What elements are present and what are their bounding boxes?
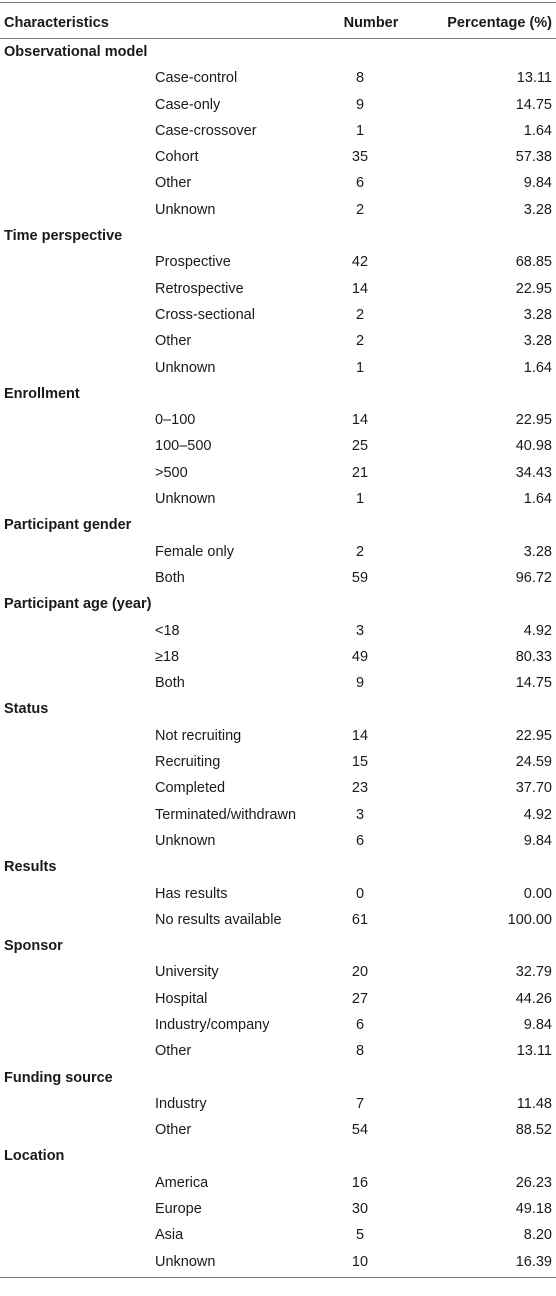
row-number: 1 bbox=[355, 122, 365, 139]
row-label: <18 bbox=[155, 622, 180, 639]
category-title: Observational model bbox=[4, 44, 148, 60]
row-label: Unknown bbox=[155, 359, 216, 376]
row-label: University bbox=[155, 964, 219, 981]
table-row bbox=[0, 959, 556, 985]
row-percentage: 9.84 bbox=[523, 1016, 552, 1033]
row-number: 2 bbox=[355, 306, 365, 323]
row-label: Industry bbox=[155, 1095, 207, 1112]
row-percentage: 3.28 bbox=[523, 543, 552, 560]
category-title: Results bbox=[4, 859, 57, 876]
row-percentage: 100.00 bbox=[507, 911, 552, 928]
row-percentage: 3.28 bbox=[523, 201, 552, 218]
header-number: Number bbox=[343, 15, 399, 31]
row-percentage: 37.70 bbox=[515, 780, 552, 797]
row-percentage: 3.28 bbox=[523, 306, 552, 323]
row-percentage: 4.92 bbox=[523, 622, 552, 639]
row-number: 6 bbox=[355, 1016, 365, 1033]
row-percentage: 22.95 bbox=[515, 280, 552, 297]
row-number: 14 bbox=[351, 412, 369, 429]
row-label: ≥18 bbox=[155, 648, 180, 665]
row-percentage: 22.95 bbox=[515, 412, 552, 429]
row-percentage: 4.92 bbox=[523, 806, 552, 823]
row-percentage: 68.85 bbox=[515, 254, 552, 271]
table-row bbox=[0, 328, 556, 354]
row-label: Case-crossover bbox=[155, 122, 257, 139]
row-percentage: 3.28 bbox=[523, 333, 552, 350]
category-title: Status bbox=[4, 701, 49, 718]
row-number: 2 bbox=[355, 333, 365, 350]
row-number: 9 bbox=[355, 675, 365, 692]
table-row bbox=[0, 1196, 556, 1222]
row-label: 100–500 bbox=[155, 438, 212, 455]
row-label: Has results bbox=[155, 885, 228, 902]
row-percentage: 24.59 bbox=[515, 754, 552, 771]
table-row bbox=[0, 197, 556, 223]
row-number: 35 bbox=[351, 149, 369, 166]
row-number: 21 bbox=[351, 464, 369, 481]
row-number: 2 bbox=[355, 543, 365, 560]
category-row bbox=[0, 512, 556, 538]
table-row bbox=[0, 1170, 556, 1196]
row-label: Retrospective bbox=[155, 280, 244, 297]
row-label: Completed bbox=[155, 780, 226, 797]
row-label: Europe bbox=[155, 1201, 202, 1218]
category-row bbox=[0, 696, 556, 722]
row-number: 27 bbox=[351, 990, 369, 1007]
row-label: Female only bbox=[155, 543, 234, 560]
row-number: 14 bbox=[351, 727, 369, 744]
category-row bbox=[0, 854, 556, 880]
category-row bbox=[0, 39, 556, 65]
row-label: Both bbox=[155, 569, 185, 586]
table-row bbox=[0, 828, 556, 854]
row-label: Unknown bbox=[155, 201, 216, 218]
table-row bbox=[0, 460, 556, 486]
row-percentage: 80.33 bbox=[515, 648, 552, 665]
table-row bbox=[0, 1222, 556, 1248]
table-row bbox=[0, 302, 556, 328]
category-row bbox=[0, 933, 556, 959]
row-label: Unknown bbox=[155, 491, 216, 508]
category-title: Location bbox=[4, 1148, 65, 1165]
row-number: 14 bbox=[351, 280, 369, 297]
row-number: 9 bbox=[355, 96, 365, 113]
row-percentage: 88.52 bbox=[515, 1122, 552, 1139]
row-number: 16 bbox=[351, 1174, 369, 1191]
row-percentage: 16.39 bbox=[515, 1253, 552, 1270]
row-number: 7 bbox=[355, 1095, 365, 1112]
row-percentage: 11.48 bbox=[516, 1095, 552, 1112]
row-label: Hospital bbox=[155, 990, 208, 1007]
row-percentage: 0.00 bbox=[523, 885, 552, 902]
row-number: 1 bbox=[355, 359, 365, 376]
row-number: 54 bbox=[351, 1122, 369, 1139]
row-number: 59 bbox=[351, 569, 369, 586]
row-number: 23 bbox=[351, 780, 369, 797]
table-row bbox=[0, 92, 556, 118]
row-percentage: 14.75 bbox=[515, 675, 552, 692]
row-percentage: 40.98 bbox=[515, 438, 552, 455]
row-percentage: 32.79 bbox=[515, 964, 552, 981]
row-percentage: 34.43 bbox=[515, 464, 552, 481]
table-row bbox=[0, 618, 556, 644]
category-row bbox=[0, 381, 556, 407]
category-row bbox=[0, 591, 556, 617]
row-label: Other bbox=[155, 333, 192, 350]
row-number: 6 bbox=[355, 175, 365, 192]
category-row bbox=[0, 223, 556, 249]
table-row bbox=[0, 276, 556, 302]
table-bottom-rule bbox=[0, 1277, 556, 1278]
table-row bbox=[0, 986, 556, 1012]
row-number: 15 bbox=[351, 754, 369, 771]
category-title: Sponsor bbox=[4, 938, 63, 955]
row-label: No results available bbox=[155, 911, 282, 928]
table-row bbox=[0, 644, 556, 670]
header-characteristics: Characteristics bbox=[4, 15, 109, 31]
category-title: Participant age (year) bbox=[4, 596, 152, 613]
table-row bbox=[0, 723, 556, 749]
row-number: 2 bbox=[355, 201, 365, 218]
table-row bbox=[0, 433, 556, 459]
table-body bbox=[0, 39, 556, 1275]
row-number: 6 bbox=[355, 832, 365, 849]
row-percentage: 22.95 bbox=[515, 727, 552, 744]
row-number: 5 bbox=[355, 1227, 365, 1244]
characteristics-table bbox=[0, 2, 556, 1278]
row-number: 3 bbox=[355, 622, 365, 639]
category-title: Enrollment bbox=[4, 385, 80, 402]
header-percentage: Percentage (%) bbox=[447, 15, 552, 31]
row-percentage: 26.23 bbox=[515, 1174, 552, 1191]
row-label: America bbox=[155, 1174, 209, 1191]
row-label: >500 bbox=[155, 464, 188, 481]
row-number: 8 bbox=[355, 70, 365, 87]
row-number: 3 bbox=[355, 806, 365, 823]
table-row bbox=[0, 565, 556, 591]
row-label: Industry/company bbox=[155, 1016, 270, 1033]
table-row bbox=[0, 1091, 556, 1117]
row-number: 30 bbox=[351, 1201, 369, 1218]
category-title: Funding source bbox=[4, 1069, 113, 1086]
table-row bbox=[0, 118, 556, 144]
row-number: 61 bbox=[351, 911, 369, 928]
row-number: 49 bbox=[351, 648, 369, 665]
table-header-row bbox=[0, 3, 556, 38]
row-percentage: 14.75 bbox=[515, 96, 552, 113]
row-percentage: 8.20 bbox=[523, 1227, 552, 1244]
row-label: Recruiting bbox=[155, 754, 221, 771]
row-percentage: 1.64 bbox=[523, 122, 552, 139]
row-label: Cohort bbox=[155, 149, 199, 166]
row-percentage: 9.84 bbox=[523, 832, 552, 849]
row-number: 25 bbox=[351, 438, 369, 455]
row-label: Unknown bbox=[155, 832, 216, 849]
table-row bbox=[0, 486, 556, 512]
row-number: 20 bbox=[351, 964, 369, 981]
row-label: Prospective bbox=[155, 254, 231, 271]
table-row bbox=[0, 907, 556, 933]
row-number: 1 bbox=[355, 491, 365, 508]
table-row bbox=[0, 881, 556, 907]
row-number: 42 bbox=[351, 254, 369, 271]
row-label: Other bbox=[155, 175, 192, 192]
category-title: Participant gender bbox=[4, 517, 132, 534]
table-row bbox=[0, 1038, 556, 1064]
table-row bbox=[0, 407, 556, 433]
table-row bbox=[0, 1012, 556, 1038]
row-percentage: 96.72 bbox=[515, 569, 552, 586]
row-percentage: 13.11 bbox=[516, 70, 552, 87]
category-row bbox=[0, 1143, 556, 1169]
table-row bbox=[0, 539, 556, 565]
row-percentage: 57.38 bbox=[515, 149, 552, 166]
table-row bbox=[0, 1249, 556, 1275]
row-label: Terminated/withdrawn bbox=[155, 806, 297, 823]
table-row bbox=[0, 249, 556, 275]
row-percentage: 1.64 bbox=[523, 359, 552, 376]
table-row bbox=[0, 1117, 556, 1143]
table-row bbox=[0, 144, 556, 170]
row-percentage: 44.26 bbox=[515, 990, 552, 1007]
row-percentage: 49.18 bbox=[515, 1201, 552, 1218]
row-number: 0 bbox=[355, 885, 365, 902]
row-label: Cross-sectional bbox=[155, 306, 255, 323]
table-row bbox=[0, 749, 556, 775]
category-title: Time perspective bbox=[4, 228, 123, 245]
row-label: Not recruiting bbox=[155, 727, 242, 744]
category-row bbox=[0, 1065, 556, 1091]
row-label: Unknown bbox=[155, 1253, 216, 1270]
row-label: Both bbox=[155, 675, 185, 692]
row-label: 0–100 bbox=[155, 412, 196, 429]
row-number: 8 bbox=[355, 1043, 365, 1060]
table-row bbox=[0, 170, 556, 196]
row-label: Other bbox=[155, 1122, 192, 1139]
table-row bbox=[0, 670, 556, 696]
row-label: Case-only bbox=[155, 96, 221, 113]
row-percentage: 9.84 bbox=[523, 175, 552, 192]
table-row bbox=[0, 65, 556, 91]
row-percentage: 13.11 bbox=[516, 1043, 552, 1060]
row-number: 10 bbox=[351, 1253, 369, 1270]
row-label: Asia bbox=[155, 1227, 184, 1244]
table-row bbox=[0, 802, 556, 828]
row-percentage: 1.64 bbox=[523, 491, 552, 508]
row-label: Other bbox=[155, 1043, 192, 1060]
row-label: Case-control bbox=[155, 70, 238, 87]
table-row bbox=[0, 775, 556, 801]
table-row bbox=[0, 355, 556, 381]
